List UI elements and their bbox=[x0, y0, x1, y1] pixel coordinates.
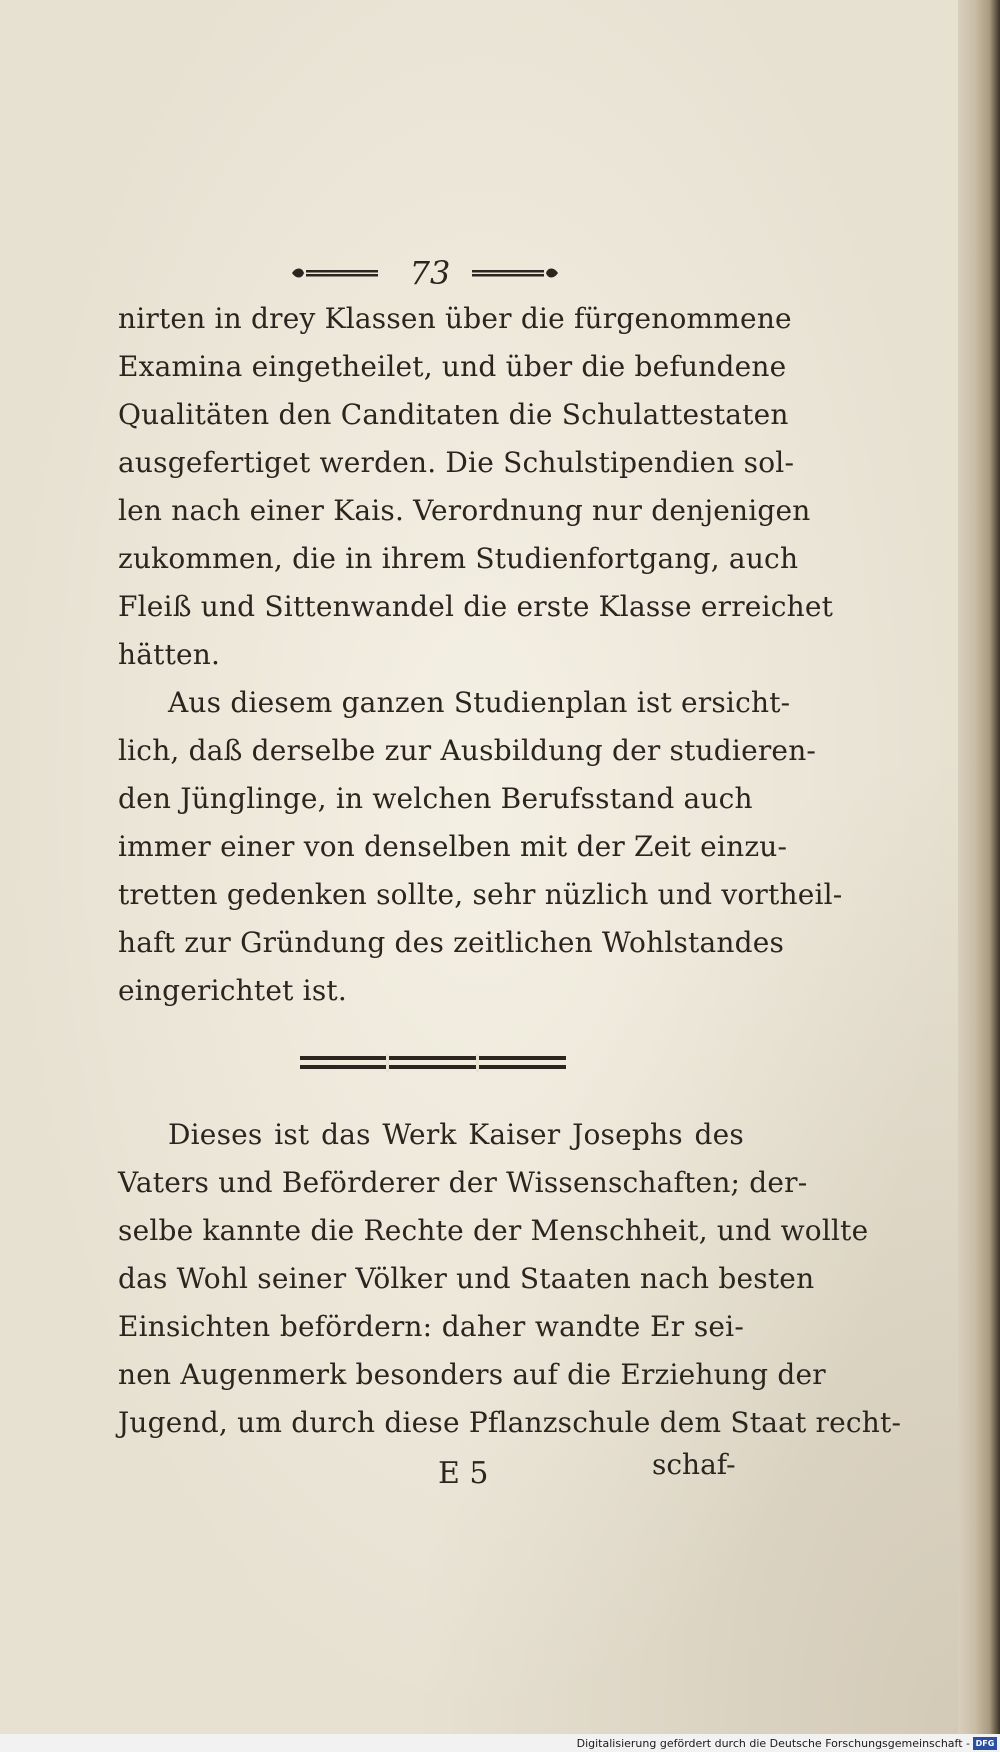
text-line: Einsichten befördern: daher wandte Er sei- bbox=[118, 1310, 744, 1343]
text-line: Aus diesem ganzen Studienplan ist ersicht- bbox=[168, 686, 791, 719]
footer-credit: Digitalisierung gefördert durch die Deutsche Forschungsgemeinschaft - bbox=[576, 1737, 970, 1750]
text-line: haft zur Gründung des zeitlichen Wohlstandes bbox=[118, 926, 785, 959]
text-line: lich, daß derselbe zur Ausbildung der studieren- bbox=[118, 734, 817, 767]
text-line: zukommen, die in ihrem Studienfortgang, auch bbox=[118, 542, 799, 575]
text-line: Examina eingetheilet, und über die befundene bbox=[118, 350, 787, 383]
footer-bar bbox=[0, 1734, 1000, 1752]
catchword: schaf- bbox=[652, 1448, 736, 1481]
page-number: 73 bbox=[409, 254, 451, 292]
dfg-logo-icon: DFG bbox=[973, 1737, 997, 1750]
text-line: selbe kannte die Rechte der Menschheit, und wollte bbox=[118, 1214, 869, 1247]
page-edge bbox=[958, 0, 1000, 1740]
text-line: tretten gedenken sollte, sehr nüzlich und vortheil- bbox=[118, 878, 843, 911]
text-line: Qualitäten den Canditaten die Schulattestaten bbox=[118, 398, 789, 431]
signature-mark: E 5 bbox=[438, 1456, 489, 1491]
ornament-right-icon bbox=[470, 266, 560, 280]
text-line: eingerichtet ist. bbox=[118, 974, 347, 1007]
text-line: nen Augenmerk besonders auf die Erziehung der bbox=[118, 1358, 826, 1391]
section-divider bbox=[300, 1052, 566, 1074]
text-line: Fleiß und Sittenwandel die erste Klasse erreichet bbox=[118, 590, 834, 623]
text-line: Vaters und Beförderer der Wissenschaften; der- bbox=[118, 1166, 808, 1199]
text-line: hätten. bbox=[118, 638, 221, 671]
text-line: Dieses ist das Werk Kaiser Josephs des bbox=[168, 1118, 744, 1151]
text-line: das Wohl seiner Völker und Staaten nach besten bbox=[118, 1262, 815, 1295]
text-line: Jugend, um durch diese Pflanzschule dem Staat recht- bbox=[118, 1406, 902, 1439]
text-line: den Jünglinge, in welchen Berufsstand auch bbox=[118, 782, 753, 815]
text-line: ausgefertiget werden. Die Schulstipendien sol- bbox=[118, 446, 795, 479]
page-header bbox=[290, 254, 560, 294]
text-line: immer einer von denselben mit der Zeit einzu- bbox=[118, 830, 788, 863]
text-line: len nach einer Kais. Verordnung nur denjenigen bbox=[118, 494, 811, 527]
text-line: nirten in drey Klassen über die fürgenommene bbox=[118, 302, 792, 335]
ornament-left-icon bbox=[290, 266, 380, 280]
